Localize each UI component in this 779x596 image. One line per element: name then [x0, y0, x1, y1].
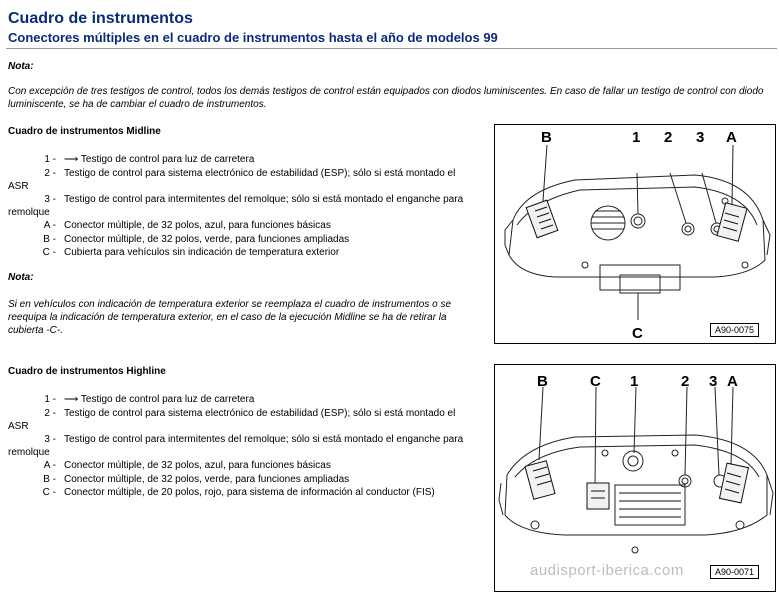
figure-highline: [494, 364, 776, 592]
note-label: Nota:: [8, 61, 34, 72]
figure-midline: [494, 124, 776, 344]
page-title: Cuadro de instrumentos: [8, 10, 193, 27]
section-title-highline: Cuadro de instrumentos Highline: [8, 366, 166, 377]
callout-3: 3: [696, 129, 705, 146]
callout-2: 2: [681, 373, 690, 390]
figure-code: A90-0071: [710, 565, 759, 579]
note-text: Con excepción de tres testigos de control, todos los demás testigos de control están equipados con diodos luminiscentes. En caso de fallar un testigo de control con diodo luminiscente, se ha de cambiar el cuadro de instrumentos.: [8, 86, 764, 110]
list-item: 3 - Testigo de control para intermitentes del remolque; sólo si está montado el enganche para remolque: [8, 194, 464, 218]
callout-a: A: [727, 373, 738, 390]
callout-c: C: [590, 373, 601, 390]
callout-1: 1: [630, 373, 639, 390]
list-item: 1 - ⟶ Testigo de control para luz de carretera: [44, 394, 255, 405]
list-item: A - Conector múltiple, de 32 polos, azul, para funciones básicas: [43, 220, 331, 231]
callout-b: B: [537, 373, 548, 390]
page-subtitle: Conectores múltiples en el cuadro de instrumentos hasta el año de modelos 99: [8, 30, 498, 45]
callout-1: 1: [632, 129, 641, 146]
list-item: 2 - Testigo de control para sistema electrónico de estabilidad (ESP); sólo si está montado el ASR: [8, 408, 456, 432]
cluster-midline-drawing: [495, 125, 775, 343]
list-item: 1 - ⟶ Testigo de control para luz de carretera: [44, 154, 255, 165]
list-item: A - Conector múltiple, de 32 polos, azul, para funciones básicas: [43, 460, 331, 471]
list-item: 3 - Testigo de control para intermitentes del remolque; sólo si está montado el enganche para remolque: [8, 434, 464, 458]
list-item: B - Conector múltiple, de 32 polos, verde, para funciones ampliadas: [43, 234, 350, 245]
list-item: C - Conector múltiple, de 20 polos, rojo, para sistema de información al conductor (FIS): [42, 487, 435, 498]
note-text: Si en vehículos con indicación de temperatura exterior se reemplaza el cuadro de instrumentos o se reequipa la indicación de temperatura exterior, en el caso de la ejecución Midline se ha de retirar la cubierta -C-.: [8, 299, 452, 336]
list-item: B - Conector múltiple, de 32 polos, verde, para funciones ampliadas: [43, 474, 350, 485]
callout-b: B: [541, 129, 552, 146]
list-item: C - Cubierta para vehículos sin indicación de temperatura exterior: [42, 247, 340, 258]
callout-2: 2: [664, 129, 673, 146]
divider: [6, 48, 777, 49]
figure-code: A90-0075: [710, 323, 759, 337]
note-label: Nota:: [8, 272, 34, 283]
callout-a: A: [726, 129, 737, 146]
cluster-highline-drawing: [495, 365, 775, 591]
watermark: audisport-iberica.com: [530, 562, 684, 579]
section-title-midline: Cuadro de instrumentos Midline: [8, 126, 161, 137]
callout-3: 3: [709, 373, 718, 390]
list-item: 2 - Testigo de control para sistema electrónico de estabilidad (ESP); sólo si está montado el ASR: [8, 168, 456, 192]
callout-c: C: [632, 325, 643, 342]
